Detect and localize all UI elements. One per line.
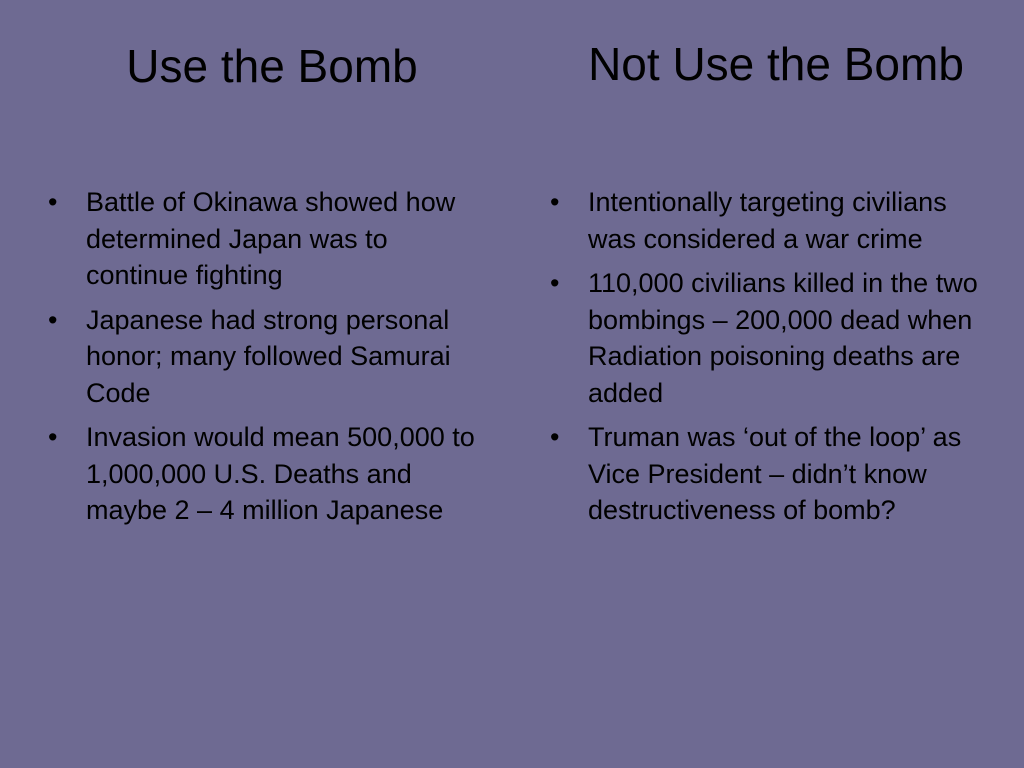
list-item	[550, 184, 990, 257]
bullet-icon: •	[48, 422, 58, 452]
bullet-icon: •	[550, 187, 560, 217]
list-item-text: Invasion would mean 500,000 to 1,000,000 U.S. Deaths and maybe 2 – 4 million Japanese	[86, 422, 475, 525]
bullet-icon: •	[550, 268, 560, 298]
list-item-text: Japanese had strong personal honor; many followed Samurai Code	[86, 304, 451, 408]
use-the-bomb-heading: Use the Bomb	[126, 40, 418, 92]
not-use-the-bomb-heading: Not Use the Bomb	[588, 38, 964, 90]
list-item-text: Truman was ‘out of the loop’ as Vice President – didn’t know destructiveness of bomb?	[588, 422, 962, 525]
list-item	[48, 419, 488, 529]
not-use-the-bomb-list	[550, 184, 990, 537]
list-item	[550, 419, 990, 529]
list-item	[550, 265, 990, 411]
list-item-text: Intentionally targeting civilians was considered a war crime	[588, 187, 947, 254]
use-the-bomb-list	[48, 184, 488, 537]
list-item-text: 110,000 civilians killed in the two bombings – 200,000 dead when Radiation poisoning deaths are added	[588, 268, 978, 408]
list-item	[48, 302, 488, 412]
list-item-text: Battle of Okinawa showed how determined Japan was to continue fighting	[86, 187, 456, 290]
bullet-icon: •	[48, 187, 58, 217]
list-item	[48, 184, 488, 294]
bullet-icon: •	[48, 304, 58, 335]
bullet-icon: •	[550, 422, 560, 452]
